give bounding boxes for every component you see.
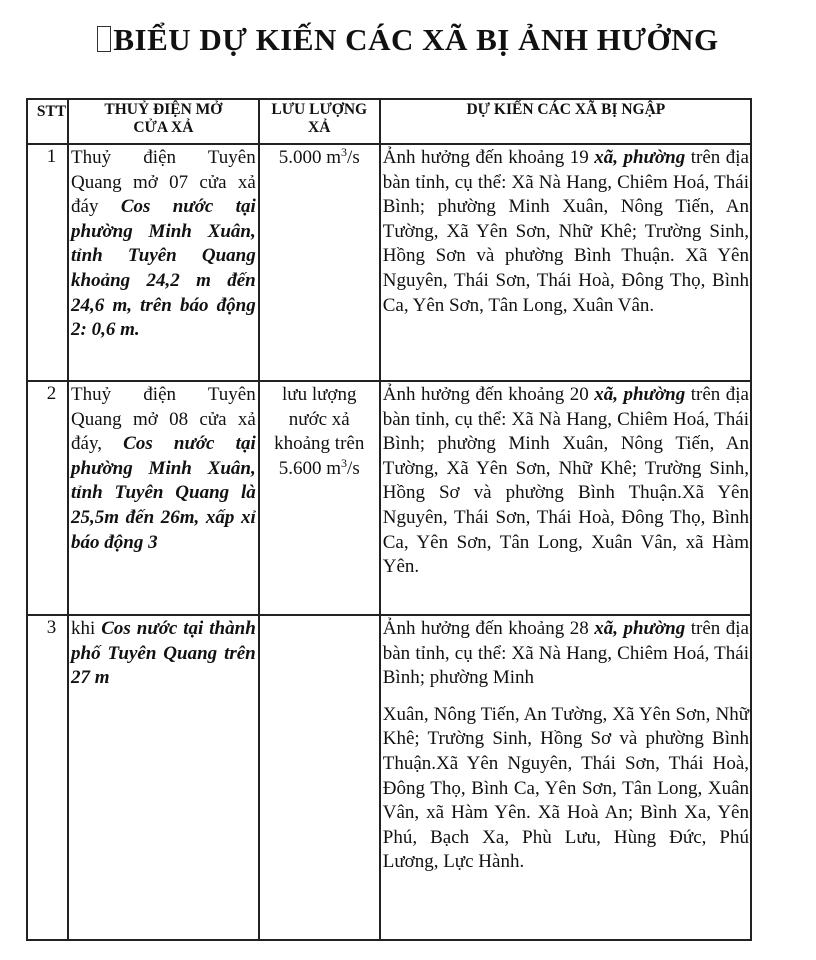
row-flow: lưu lượng nước xả khoảng trên 5.600 $m^3/s$ [259, 381, 380, 615]
header-flow: LƯU LƯỢNG XẢ [259, 99, 380, 144]
row-hydropower: khi Cos nước tại thành phố Tuyên Quang trên 27 m [68, 615, 259, 940]
placeholder-box-icon [97, 26, 111, 52]
row-communes: Ảnh hưởng đến khoảng 28 xã, phường trên địa bàn tỉnh, cụ thể: Xã Nà Hang, Chiêm Hoá, Thái Bình; phường Minh Xuân, Nông Tiến, An Tường, Xã Yên Sơn, Nhữ Khê; Trường Sinh, Hồng Sơ và phường Bình Thuận.Xã Yên Nguyên, Thái Sơn, Thái Hoà, Đông Thọ, Bình Ca, Yên Sơn, Tân Long, Xuân Vân, xã Hàm Yên. Xã Hoà An; Bình Xa, Yên Phú, Bạch Xa, Phù Lưu, Hùng Đức, Phú Lương, Lực Hành. [380, 615, 751, 940]
header-hydropower: THUỶ ĐIỆN MỞ CỬA XẢ [68, 99, 259, 144]
table-row [27, 615, 751, 940]
table-header-row [27, 99, 751, 144]
row-stt: 2 [27, 381, 68, 615]
row-hydropower: Thuỷ điện Tuyên Quang mở 08 cửa xả đáy, Cos nước tại phường Minh Xuân, tỉnh Tuyên Quang là 25,5m đến 26m, xấp xỉ báo động 3 [68, 381, 259, 615]
document-title-text: BIỂU DỰ KIẾN CÁC XÃ BỊ ẢNH HƯỞNG [113, 22, 719, 57]
row-communes: Ảnh hưởng đến khoảng 19 xã, phường trên địa bàn tỉnh, cụ thể: Xã Nà Hang, Chiêm Hoá, Thái Bình; phường Minh Xuân, Nông Tiến, An Tường, Xã Yên Sơn, Nhữ Khê; Trường Sinh, Hồng Sơn và phường Bình Thuận. Xã Yên Nguyên, Thái Sơn, Thái Hoà, Đông Thọ, Bình Ca, Yên Sơn, Tân Long, Xuân Vân. [380, 144, 751, 381]
row-hydropower: Thuỷ điện Tuyên Quang mở 07 cửa xả đáy Cos nước tại phường Minh Xuân, tỉnh Tuyên Quang khoảng 24,2 m đến 24,6 m, trên báo động 2: 0,6 m. [68, 144, 259, 381]
row-stt: 1 [27, 144, 68, 381]
table-row [27, 144, 751, 381]
document-title [0, 22, 816, 58]
row-flow-empty [259, 615, 380, 940]
header-communes: DỰ KIẾN CÁC XÃ BỊ NGẬP [380, 99, 751, 144]
table-row [27, 381, 751, 615]
header-stt: STT [27, 99, 68, 144]
row-flow: 5.000 $m^3/s$ [259, 144, 380, 381]
affected-communes-table [26, 98, 752, 941]
row-communes: Ảnh hưởng đến khoảng 20 xã, phường trên địa bàn tỉnh, cụ thể: Xã Nà Hang, Chiêm Hoá, Thái Bình; phường Minh Xuân, Nông Tiến, An Tường, Xã Yên Sơn, Nhữ Khê; Trường Sinh, Hồng Sơ và phường Bình Thuận.Xã Yên Nguyên, Thái Sơn, Thái Hoà, Đông Thọ, Bình Ca, Yên Sơn, Tân Long, Xuân Vân, xã Hàm Yên. [380, 381, 751, 615]
row-stt: 3 [27, 615, 68, 940]
